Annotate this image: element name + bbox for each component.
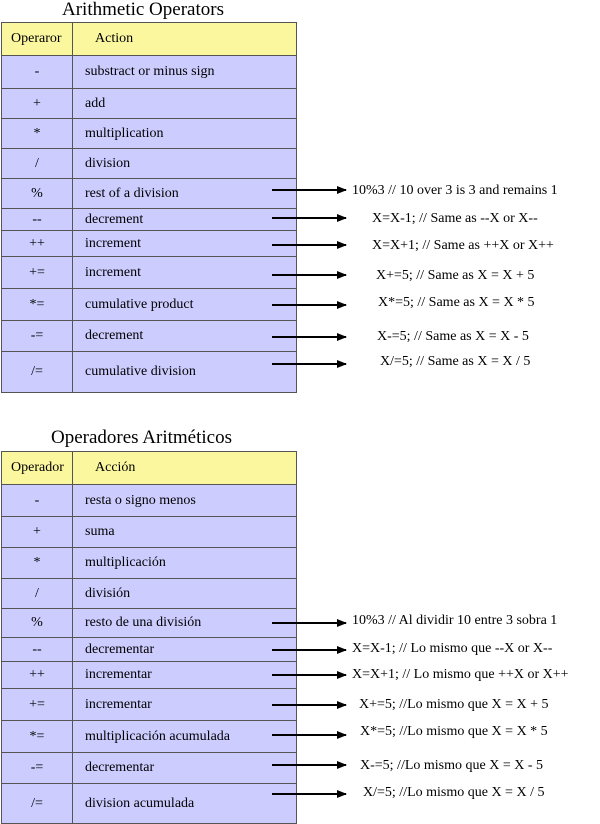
example-note: X+=5; //Lo mismo que X = X + 5	[359, 697, 549, 712]
action-cell: multiplicación	[73, 548, 297, 579]
operator-cell: *	[2, 548, 73, 579]
example-note: 10%3 // 10 over 3 is 3 and remains 1	[352, 183, 558, 198]
operator-cell: %	[2, 179, 73, 209]
operator-cell: %	[2, 609, 73, 638]
example-note: X=X+1; // Lo mismo que ++X or X++	[352, 667, 569, 682]
action-cell: division acumulada	[73, 784, 297, 824]
action-cell: substract or minus sign	[73, 56, 297, 89]
operator-cell: /	[2, 149, 73, 179]
section-title: Operadores Aritméticos	[51, 427, 232, 448]
action-column-header: Acción	[73, 452, 297, 485]
example-note: 10%3 // Al dividir 10 entre 3 sobra 1	[352, 613, 558, 628]
example-note: X+=5; // Same as X = X + 5	[376, 268, 535, 283]
example-note: X-=5; //Lo mismo que X = X - 5	[360, 758, 543, 773]
operator-cell: -=	[2, 753, 73, 784]
operator-cell: --	[2, 638, 73, 662]
action-cell: decrementar	[73, 638, 297, 662]
action-cell: resto de una división	[73, 609, 297, 638]
action-cell: cumulative product	[73, 289, 297, 321]
action-cell: división	[73, 579, 297, 609]
action-cell: cumulative division	[73, 352, 297, 393]
action-cell: rest of a division	[73, 179, 297, 209]
action-cell: decrement	[73, 321, 297, 352]
action-cell: incrementar	[73, 689, 297, 721]
action-cell: increment	[73, 257, 297, 289]
example-note: X-=5; // Same as X = X - 5	[377, 329, 529, 344]
action-cell: suma	[73, 517, 297, 548]
action-cell: incrementar	[73, 662, 297, 689]
operator-cell: -	[2, 56, 73, 89]
action-cell: resta o signo menos	[73, 485, 297, 517]
operator-column-header: Operador	[2, 452, 73, 485]
operator-cell: *=	[2, 289, 73, 321]
action-cell: increment	[73, 231, 297, 257]
operator-cell: +=	[2, 257, 73, 289]
operator-cell: *	[2, 119, 73, 149]
example-note: X=X-1; // Same as --X or X--	[372, 211, 538, 226]
example-note: X=X-1; // Lo mismo que --X or X--	[352, 641, 553, 656]
operator-column-header: Operaror	[2, 23, 73, 56]
action-cell: decrementar	[73, 753, 297, 784]
operator-cell: ++	[2, 231, 73, 257]
operator-cell: /=	[2, 352, 73, 393]
action-cell: multiplicación acumulada	[73, 721, 297, 753]
operator-cell: +	[2, 517, 73, 548]
operator-cell: +	[2, 89, 73, 119]
operator-cell: +=	[2, 689, 73, 721]
example-note: X=X+1; // Same as ++X or X++	[372, 238, 554, 253]
operator-cell: --	[2, 209, 73, 231]
action-column-header: Action	[73, 23, 297, 56]
action-cell: multiplication	[73, 119, 297, 149]
operator-cell: /	[2, 579, 73, 609]
example-note: X/=5; //Lo mismo que X = X / 5	[363, 785, 545, 800]
example-note: X*=5; // Same as X = X * 5	[378, 295, 535, 310]
example-note: X*=5; //Lo mismo que X = X * 5	[360, 724, 548, 739]
action-cell: division	[73, 149, 297, 179]
operator-cell: -=	[2, 321, 73, 352]
operator-cell: *=	[2, 721, 73, 753]
operator-cell: -	[2, 485, 73, 517]
action-cell: add	[73, 89, 297, 119]
example-note: X/=5; // Same as X = X / 5	[380, 354, 531, 369]
section-title: Arithmetic Operators	[62, 0, 224, 20]
action-cell: decrement	[73, 209, 297, 231]
operator-cell: /=	[2, 784, 73, 824]
operator-cell: ++	[2, 662, 73, 689]
